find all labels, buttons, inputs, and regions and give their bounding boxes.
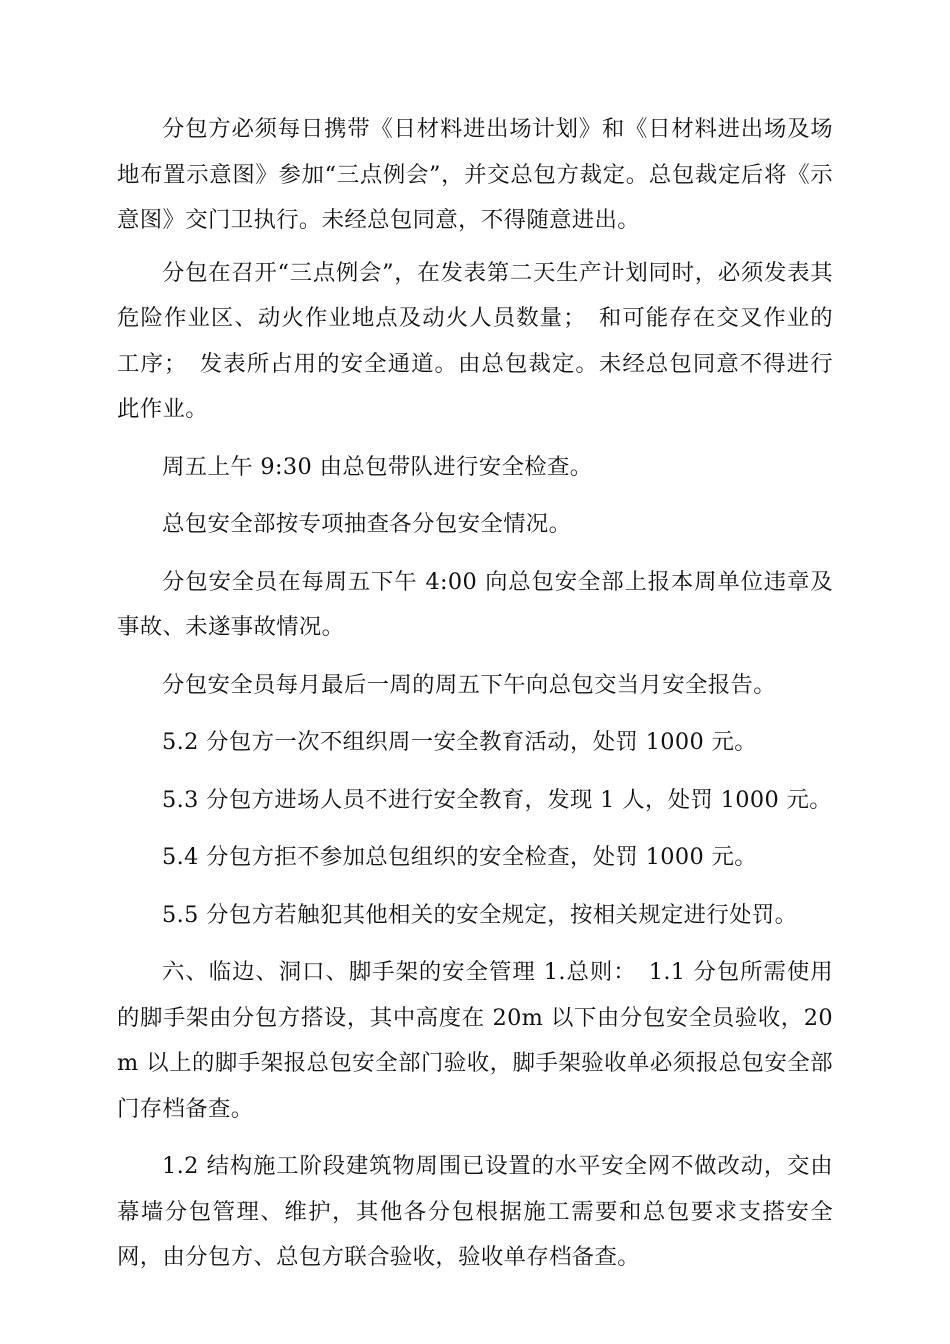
paragraph-monthly-report: 分包安全员每月最后一周的周五下午向总包交当月安全报告。 — [162, 671, 776, 698]
paragraph-weekly-report: 分包安全员在每周五下午 4:00 向总包安全部上报本周单位违章及事故、未遂事故情况。 — [117, 568, 833, 640]
paragraph-rule-5-2: 5.2 分包方一次不组织周一安全教育活动，处罚 1000 元。 — [162, 729, 757, 755]
paragraph-rule-5-3: 5.3 分包方进场人员不进行安全教育，发现 1 人，处罚 1000 元。 — [162, 786, 833, 813]
paragraph-section-6-scaffold: 六、临边、洞口、脚手架的安全管理 1.总则： 1.1 分包所需使用的脚手架由分包方搭设，其中高度在 20m 以下由分包安全员验收，20m 以上的脚手架报总包安全部门验收，脚手架验收单必须报总包安全部门存档备查。 — [117, 959, 833, 1122]
paragraph-rule-1-2-safety-net: 1.2 结构施工阶段建筑物周围已设置的水平安全网不做改动，交由幕墙分包管理、维护，其他各分包根据施工需要和总包要求支搭安全网，由分包方、总包方联合验收，验收单存档备查。 — [117, 1153, 833, 1270]
paragraph-friday-inspection: 周五上午 9:30 由总包带队进行安全检查。 — [162, 453, 593, 480]
document-body — [117, 107, 833, 1281]
paragraph-spot-check: 总包安全部按专项抽查各分包安全情况。 — [162, 511, 572, 537]
paragraph-rule-5-4: 5.4 分包方拒不参加总包组织的安全检查，处罚 1000 元。 — [162, 844, 757, 870]
paragraph-hazard-report: 分包在召开“三点例会”，在发表第二天生产计划同时，必须发表其危险作业区、动火作业地点及动火人员数量； 和可能存在交叉作业的工序； 发表所占用的安全通道。由总包裁定。未经总包同意不得进行此作业。 — [117, 259, 833, 422]
paragraph-rule-5-5: 5.5 分包方若触犯其他相关的安全规定，按相关规定进行处罚。 — [162, 901, 798, 928]
paragraph-material-plan: 分包方必须每日携带《日材料进出场计划》和《日材料进出场及场地布置示意图》参加“三点例会”，并交总包方裁定。总包裁定后将《示意图》交门卫执行。未经总包同意，不得随意进出。 — [117, 116, 833, 233]
